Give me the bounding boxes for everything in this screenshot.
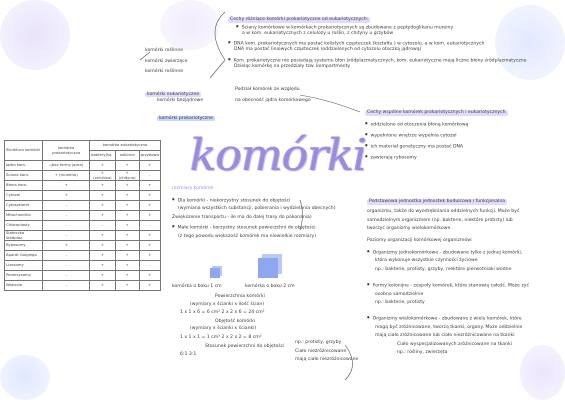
size-line: (z tego powodu większość komórek ma niewielkie rozmiary) — [178, 233, 316, 239]
top-bullet-heading: Cechy różniące komórki prokariotyczne od eukariotycznych: — [230, 17, 369, 22]
cell-type: komórki roślinne — [145, 48, 184, 53]
table-cell: + — [90, 271, 116, 281]
org-item: np.: rośliny, zwierzęta — [397, 350, 448, 356]
table-cell: + — [139, 181, 160, 191]
table-cell: + — [90, 211, 116, 221]
org-item: mają ciało zróżnicowane lub ciało niezróżnicowane na tkanki — [375, 333, 515, 339]
cell-type: komórki eukariotyczne — [147, 91, 200, 97]
table-row — [5, 161, 161, 171]
table-cell: Rybosomy — [5, 241, 43, 251]
table-cell: + — [90, 281, 116, 291]
table-header-row — [5, 141, 161, 151]
table-row — [5, 251, 161, 261]
table-cell: + — [139, 271, 160, 281]
common-item: ● wypełnione wnętrze wypełnia cytozol — [365, 132, 508, 139]
org-item: Ciało wyspecjalizowanych zróżnicowane na tkanki — [397, 341, 512, 347]
table-cell: + (mureina) — [43, 171, 90, 181]
top-bullet: DNA ma postać liniowych cząsteczek (oddzielonych od cytozolu otoczką jądrową) — [234, 47, 422, 53]
common-item: ● ich materiał genetyczny ma postać DNA — [365, 143, 508, 150]
table-row — [5, 271, 161, 281]
table-cell: + — [115, 181, 139, 191]
table-cell: + — [43, 241, 90, 251]
table-row — [5, 261, 161, 271]
size-line: Zwiększenie transportu - ile ma do dalej trasy do pokonania) — [172, 215, 312, 221]
table-row — [5, 191, 161, 201]
definition-line: Podstawowa jednostka jednostek budulcowa i funkcjonalna — [369, 199, 506, 204]
definition-line: tworzyć organizmy wielokomórkowe — [367, 226, 451, 232]
table-cell: Cytoszkielet — [5, 201, 43, 211]
table-cell: Ściana kom. — [5, 171, 43, 181]
table-cell: + — [139, 191, 160, 201]
table-cell: + — [90, 241, 116, 251]
table-row — [5, 181, 161, 191]
table-cell: + — [115, 241, 139, 251]
common-item: ● oddzielone od otoczenia błoną komórkową — [365, 121, 508, 128]
table-cell: + — [90, 161, 116, 171]
table-cell: - — [43, 211, 90, 221]
table-cell: + — [115, 161, 139, 171]
definition-block — [367, 187, 519, 232]
size-line: ● Dla komórki - niekorzystny stosunek do objętości — [172, 197, 336, 204]
size-section — [172, 186, 336, 239]
org-item: osobno samodzielnie — [375, 291, 424, 297]
org-item: np.: bakterie, protisty, grzyby, niektóre pierwotniaki wodne — [375, 267, 512, 273]
table-cell: + — [115, 281, 139, 291]
size-line: ● Małe komórki - korzystny stosunek powierzchni do objętości — [172, 224, 336, 231]
table-cell: + — [115, 261, 139, 271]
definition-line: samodzielnym organizmem (np. bakterie, niektóre protisty) lub — [367, 217, 513, 223]
org-item: ● Organizmy wielokomórkowe - zbudowane z wielu komórek, które — [367, 315, 529, 322]
table-cell: Jądro kom. — [5, 161, 43, 171]
table-cell: Błona kom. — [5, 181, 43, 191]
common-item: ● zawierają rybosomy — [365, 154, 508, 161]
table-cell: + — [115, 271, 139, 281]
common-title: Cechy wspólne komórek prokariotycznych i eukariotycznych — [367, 110, 506, 115]
table-cell: + — [90, 231, 116, 241]
table-cell: + — [115, 211, 139, 221]
table-cell: + — [90, 201, 116, 211]
cube-label: komórka o boku 2 cm — [245, 284, 295, 289]
org-item: np.: bakterie, protisty — [375, 300, 425, 306]
table-cell: + — [90, 251, 116, 261]
top-bullet: Dzieląc komórkę na przedziały tzw. kompartmenty — [234, 63, 351, 69]
size-title: rozmiary komórek — [172, 186, 214, 191]
table-cell: Cytozol — [5, 191, 43, 201]
table-cell: - — [43, 221, 90, 231]
calculations — [180, 294, 285, 358]
org-item: która wykonuje wszystkie czynności życiowe — [375, 258, 478, 264]
table-cell: - — [43, 251, 90, 261]
table-cell: + — [43, 181, 90, 191]
table-cell: Wakuola — [5, 281, 43, 291]
table-row — [5, 211, 161, 221]
table-cell: - — [43, 261, 90, 271]
table-cell: Aparat Golgiego — [5, 251, 43, 261]
top-bullet: ● Kom. prokariotyczne nie posiadają systemu błon śródplazmatycznych, kom. eukariotyczne mają liczne błony śródplazmatyczne — [228, 57, 527, 64]
table-cell: + — [139, 281, 160, 291]
table-cell: - — [139, 261, 160, 271]
table-cell: + — [115, 191, 139, 201]
table-header: Struktura komórki — [5, 141, 43, 161]
table-row — [5, 241, 161, 251]
cube-label: komórka o boku 1 cm — [172, 284, 222, 289]
table-cell: + — [139, 231, 160, 241]
table-header: bakteryjna — [90, 151, 116, 161]
size-line: (wymiana wszystkich substancji, pobierania i wydzielania obecnych) — [178, 206, 336, 212]
table-cell: + — [139, 201, 160, 211]
bottom-note: np.: protisty, grzyby — [295, 340, 342, 345]
org-title: Poziomy organizacji komórkowej organizmów: — [367, 238, 473, 243]
table-header: roślinna — [115, 151, 139, 161]
table-cell: - — [43, 281, 90, 291]
table-header: komórka prokariotyczna — [43, 141, 90, 161]
table-cell: - — [43, 231, 90, 241]
page-title: komórki — [190, 130, 367, 181]
small-cube — [210, 268, 220, 278]
table-cell: + — [90, 181, 116, 191]
calc-line: Objętość komórki — [215, 318, 256, 324]
calc-line: 1 x 1 x 1 = 1 cm³ 2 x 2 x 2 = 8 cm³ — [180, 334, 262, 340]
table-group-header: komórka eukariotyczna — [90, 141, 161, 151]
table-cell: + — [139, 211, 160, 221]
cell-type: komórki zwierzęce — [145, 58, 188, 64]
cell-kind: komórki bezjądrowe — [157, 98, 204, 103]
division-line: na obecność jądra komórkowego — [235, 97, 311, 103]
common-features — [365, 98, 508, 161]
calc-line: (wymiary x ścianki x ilość ścian) — [190, 301, 265, 307]
org-item: mogą być zróżnicowane, tworzą tkanki, organy. Może oddzielnie — [375, 324, 523, 330]
table-cell: Mitochondria — [5, 211, 43, 221]
table-cell: + — [115, 201, 139, 211]
calc-line: Stosunek powierzchni do objętości — [205, 343, 285, 349]
definition-line: organizmu, także do wyodrębniania oddzielnych funkcji. Może być — [367, 209, 520, 214]
table-cell: Lizosomy — [5, 261, 43, 271]
table-row — [5, 201, 161, 211]
cell-type: komórki roślinne — [145, 69, 184, 75]
table-cell: + — [115, 231, 139, 241]
table-cell: - — [43, 201, 90, 211]
table-cell: Peroksysomy — [5, 271, 43, 281]
organization-levels — [367, 238, 529, 356]
calc-line: 1 x 1 x 6 = 6 cm² 2 x 2 x 6 = 24 cm² — [180, 310, 265, 316]
table-cell: - — [90, 221, 116, 231]
top-bullet: a w kom. eukariotycznych z celulozy u roślin, z chityny u grzybów — [242, 30, 394, 36]
table-cell: + — [90, 191, 116, 201]
comparison-table — [4, 140, 161, 291]
table-cell: + — [139, 251, 160, 261]
table-cell: -(bez formy jądra) — [43, 161, 90, 171]
table-row — [5, 231, 161, 241]
table-cell: + — [115, 251, 139, 261]
table-cell: + — [139, 241, 160, 251]
table-cell: + (chityna) — [115, 171, 139, 181]
table-cell: Chloroplasty — [5, 221, 43, 231]
large-cube — [258, 258, 278, 278]
table-cell: + — [90, 261, 116, 271]
table-row — [5, 221, 161, 231]
calc-line: Powierzchnia komórki — [215, 294, 265, 299]
top-bullet: ● Ściany komórkowe w komórkach prokariotycznych są zbudowane z peptydoglikanu mureiny — [236, 24, 527, 31]
calc-line: (wymiary x ścianki x ścianki) — [190, 326, 257, 332]
table-cell: + (celuloza) — [90, 171, 116, 181]
table-cell: + — [115, 221, 139, 231]
table-cell: - — [139, 221, 160, 231]
bottom-note: Ciało niezróżnicowane — [295, 348, 347, 354]
org-item: ● Formy kolonijne - zespoły komórek, które stanowią całość. Może żyć — [367, 282, 529, 289]
org-item: ● Organizmy jednokomórkowe - zbudowane tylko z jednej komórki, — [367, 249, 529, 256]
table-cell: + — [139, 161, 160, 171]
bottom-note: mają ciało niezróżnicowane — [295, 357, 359, 363]
division-line: Podział komórek ze względu — [235, 87, 300, 92]
table-header: grzybowa — [139, 151, 160, 161]
calc-line: 6:1 3:1 — [180, 352, 197, 358]
cell-kind: komórki prokariotyczne — [159, 115, 213, 121]
bottom-middle-notes — [295, 340, 358, 363]
table-cell: - — [43, 271, 90, 281]
table-row — [5, 171, 161, 181]
table-cell: Siateczka śródplaz. — [5, 231, 43, 241]
top-bullet: ● DNA kom. prokariotycznych ma postać kolistych cząsteczek (kształtu ) w cytozolu, a w kom. eukariotycznych — [228, 40, 527, 47]
table-cell: + — [43, 191, 90, 201]
table-row — [5, 281, 161, 291]
table-cell: - — [139, 171, 160, 181]
